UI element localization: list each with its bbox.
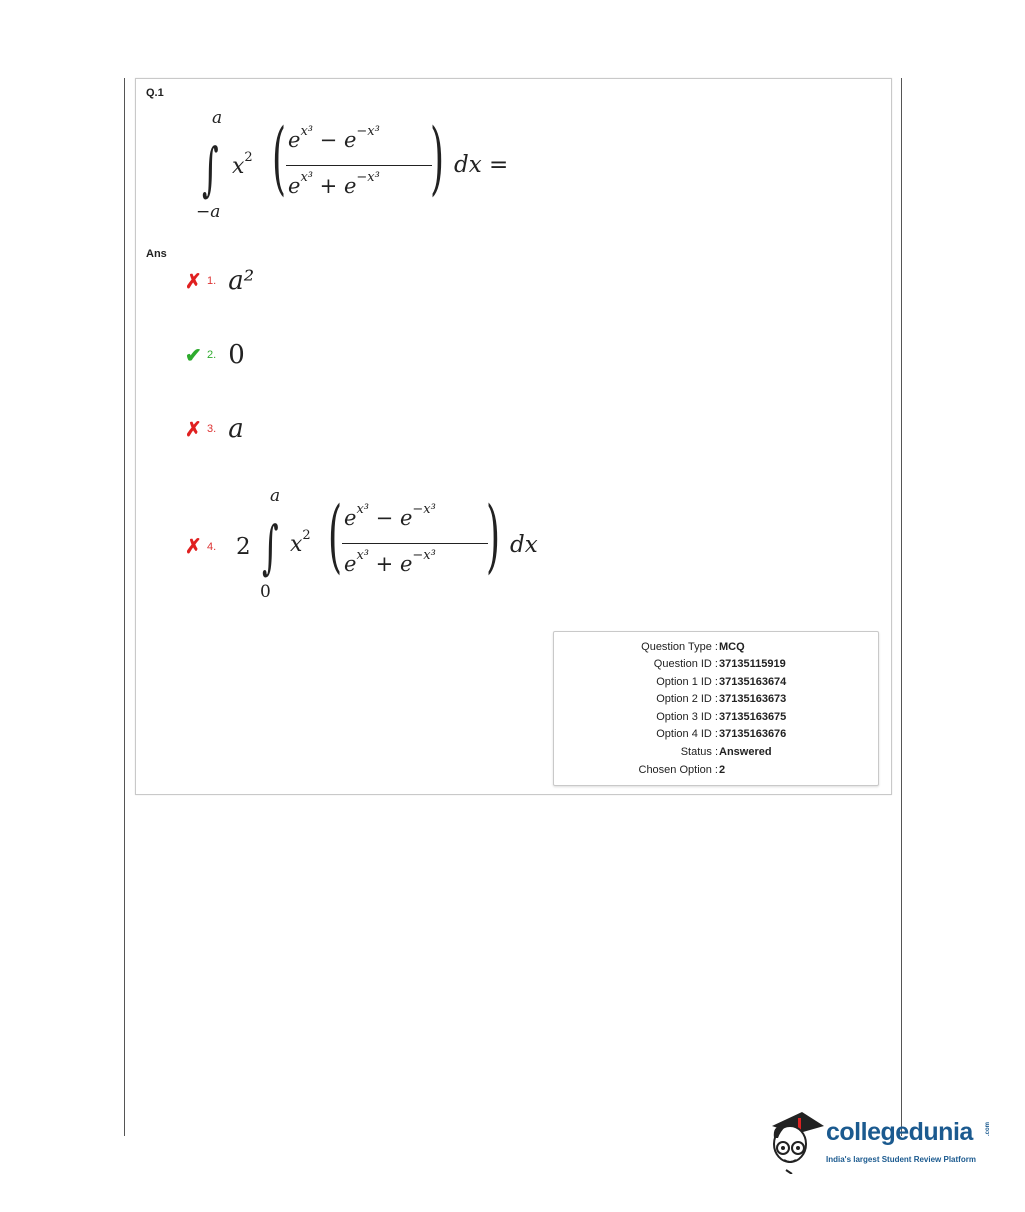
coefficient: 2 [236,534,251,560]
integral-sign: ∫ [202,135,219,203]
option-2 [185,340,245,370]
left-paren: ( [272,111,287,204]
fraction-bar [286,165,432,166]
info-row: Chosen Option : 2 [638,764,726,776]
option-number: 2. [207,349,217,361]
integral-sign: ∫ [262,513,279,581]
differential: dx = [454,152,509,178]
option-number: 1. [207,275,217,287]
brand-suffix: .com [985,1121,992,1137]
left-paren: ( [328,489,343,582]
option-3 [185,414,244,444]
x-squared: $x^2$ [290,528,311,557]
wrong-mark-icon: ✗ [185,270,202,293]
answer-label: Ans [146,248,167,260]
option-value: a² [228,266,255,296]
upper-limit: a [212,108,223,128]
option-value: a [228,414,244,444]
wrong-mark-icon: ✗ [185,536,202,558]
page-left-rule [124,78,125,1136]
question-number: Q.1 [146,87,164,99]
question-expression [190,108,550,228]
info-row: Status : Answered [680,746,772,758]
question-info-box [553,631,879,786]
info-row: Question ID : 37135115919 [653,658,786,670]
numerator: $e^{x^3} - e^{-x^3}$ [344,502,436,530]
upper-limit: a [270,486,281,506]
info-row: Option 4 ID : 37135163676 [656,728,787,740]
option-number: 3. [207,423,217,435]
denominator: $e^{x^3} + e^{-x^3}$ [344,548,436,576]
option-1 [185,266,254,296]
info-row: Option 1 ID : 37135163674 [656,676,787,688]
brand-tagline: India's largest Student Review Platform [826,1155,976,1164]
denominator: $e^{x^3} + e^{-x^3}$ [288,170,380,198]
differential: dx [510,532,538,558]
option-4-expression [232,486,562,606]
collegedunia-logo [768,1104,998,1174]
fraction-bar [342,543,488,544]
option-number: 4. [207,540,217,553]
right-paren: ) [486,489,501,582]
mascot-icon [768,1104,824,1174]
wrong-mark-icon: ✗ [185,418,202,441]
page-right-rule [901,78,902,1136]
brand-name: collegedunia [826,1118,973,1146]
x-squared: $x^2$ [232,150,253,179]
option-value: 0 [228,340,245,370]
option-4 [185,534,228,559]
info-row: Option 3 ID : 37135163675 [656,711,787,723]
right-paren: ) [430,111,445,204]
check-mark-icon: ✔ [185,344,202,367]
lower-limit: −a [196,202,221,222]
info-row: Question Type : MCQ [641,641,745,653]
lower-limit: 0 [260,582,271,602]
info-row: Option 2 ID : 37135163673 [656,693,787,705]
numerator: $e^{x^3} - e^{-x^3}$ [288,124,380,152]
